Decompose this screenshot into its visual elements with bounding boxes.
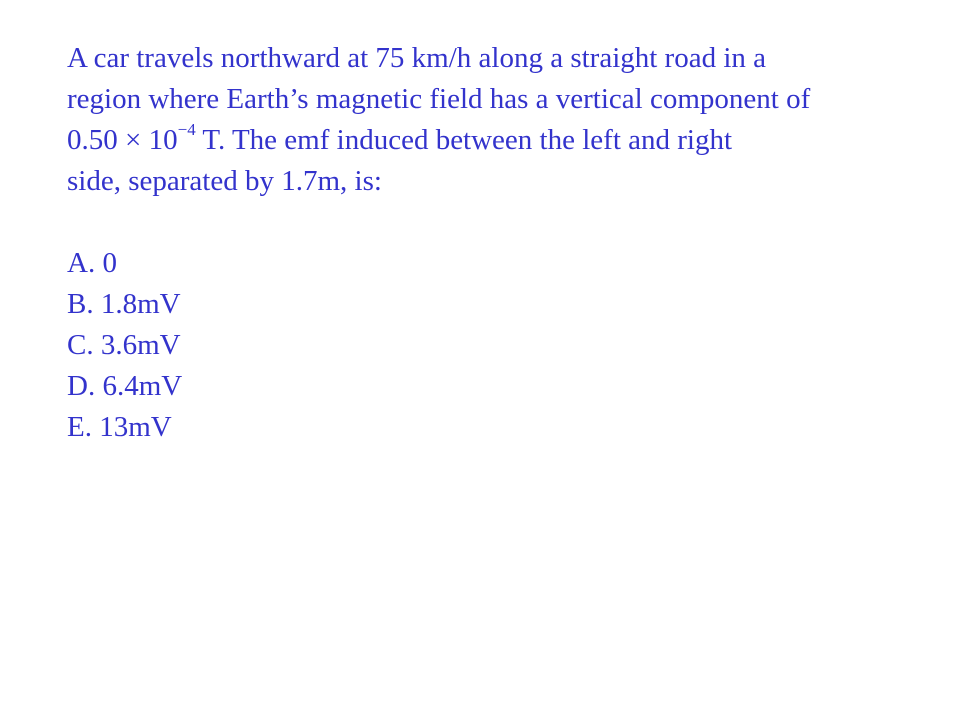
option-text: 13mV <box>99 411 172 443</box>
option-text: 0 <box>102 247 117 279</box>
spacer <box>67 202 927 243</box>
question-line-3 <box>67 120 927 161</box>
option-letter: C. <box>67 329 94 361</box>
question-line-1: A car travels northward at 75 km/h along a straight road in a <box>67 42 767 74</box>
option-letter: B. <box>67 288 94 320</box>
option-letter: D. <box>67 370 96 402</box>
option-text: 6.4mV <box>102 370 183 402</box>
option-e <box>67 407 927 448</box>
option-letter: A. <box>67 247 96 279</box>
question-line-4: side, separated by 1.7m, is: <box>67 165 382 197</box>
answer-options <box>67 243 927 448</box>
field-value: 0.50 × 10 <box>67 124 178 156</box>
option-c <box>67 325 927 366</box>
option-b <box>67 284 927 325</box>
option-d <box>67 366 927 407</box>
question-block <box>67 38 927 448</box>
exponent: −4 <box>177 120 196 140</box>
question-line-2: region where Earth’s magnetic field has a vertical component of <box>67 83 811 115</box>
question-line-3-rest: T. The emf induced between the left and right <box>195 124 733 156</box>
option-letter: E. <box>67 411 92 443</box>
option-text: 1.8mV <box>100 288 181 320</box>
option-a <box>67 243 927 284</box>
option-text: 3.6mV <box>100 329 181 361</box>
